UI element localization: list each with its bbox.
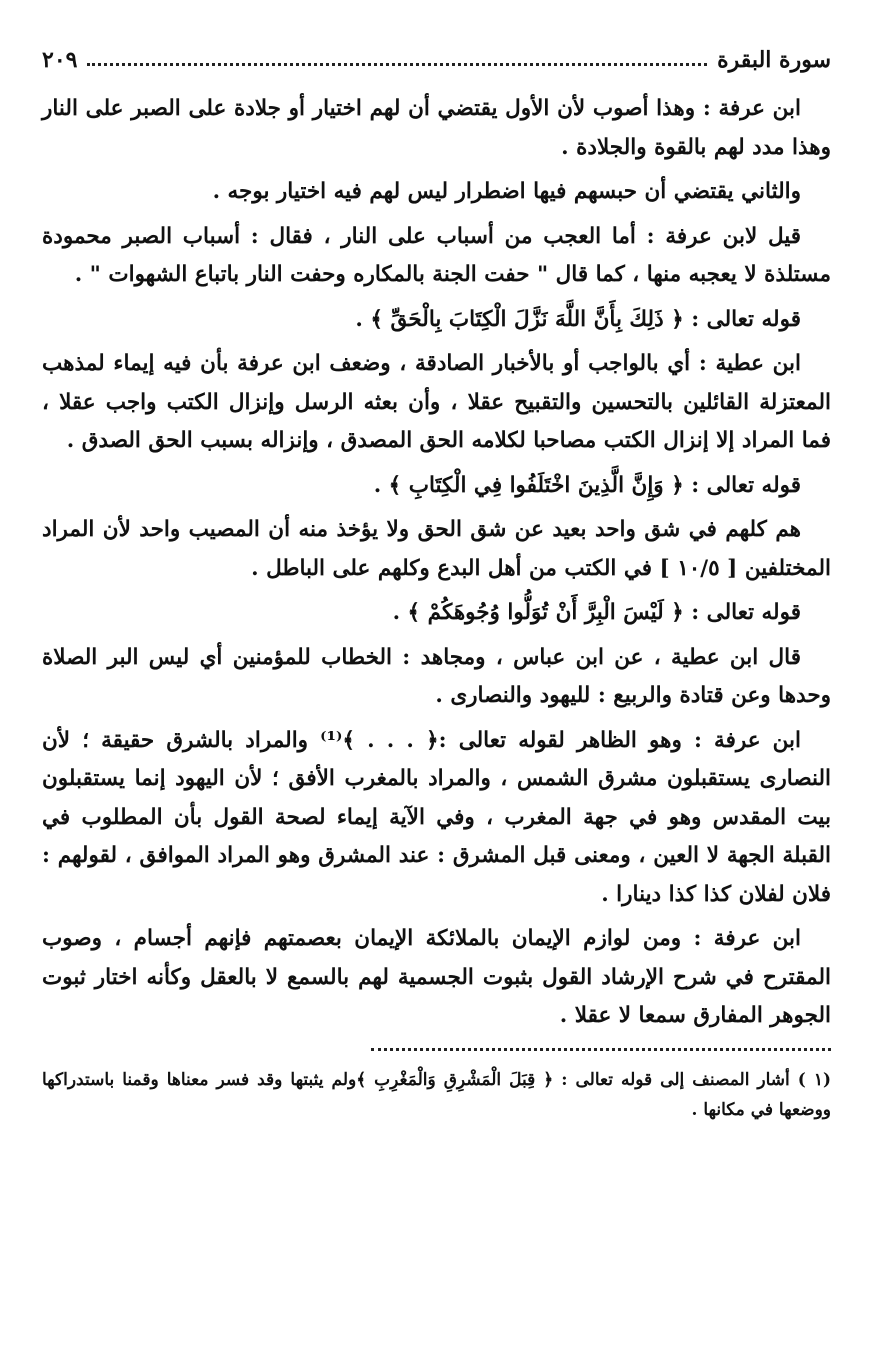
- paragraph: والثاني يقتضي أن حبسهم فيها اضطرار ليس لهم فيه اختيار بوجه .: [212, 179, 801, 204]
- paragraph: هم كلهم في شق واحد بعيد عن شق الحق ولا يؤخذ منه أن المصيب واحد لأن المراد المختلفين [ ١٠/٥ ] في الكتب من أهل البدع وكلهم على الباطل .: [42, 517, 831, 581]
- verse-paragraph: قوله تعالى : ﴿ لَيْسَ الْبِرَّ أَنْ تُوَلُّوا وُجُوهَكُمْ ﴾ .: [392, 600, 801, 625]
- main-text: [42, 90, 831, 1036]
- paragraph: قال ابن عطية ، عن ابن عباس ، ومجاهد : الخطاب للمؤمنين أي ليس البر الصلاة وحدها وعن قتادة والربيع : لليهود والنصارى .: [42, 644, 831, 708]
- paragraph: قيل لابن عرفة : أما العجب من أسباب على النار ، فقال : أسباب الصبر محمودة مستلذة لا يعجبه منها ، كما قال " حفت الجنة بالمكاره وحفت النار باتباع الشهوات " .: [42, 223, 831, 287]
- footnote-text: (١ ) أشار المصنف إلى قوله تعالى : ﴿ قِبَلَ الْمَشْرِقِ وَالْمَغْرِبِ ﴾ولم يثبتها وقد فسر معناها وقمنا باستدراكها ووضعها في مكانها .: [42, 1069, 831, 1120]
- footnote-separator: [371, 1048, 831, 1051]
- paragraph: ابن عرفة : وهذا أصوب لأن الأول يقتضي أن لهم اختيار أو جلادة على الصبر على النار وهذا مدد لهم بالقوة والجلادة .: [42, 96, 831, 160]
- verse-paragraph: قوله تعالى : ﴿ ذَلِكَ بِأَنَّ اللَّهَ نَزَّلَ الْكِتَابَ بِالْحَقِّ ﴾ .: [355, 306, 801, 332]
- paragraph: ابن عرفة : وهو الظاهر لقوله تعالى :﴿ . . . ﴾⁽¹⁾ والمراد بالشرق حقيقة ؛ لأن النصارى يستقبلون مشرق الشمس ، والمراد بالمغرب الأفق ؛ لأن اليهود إنما يستقبلون بيت المقدس وهو في جهة المغرب ، وفي الآية إيماء لصحة القول بأن المطلوب في القبلة الجهة لا العين ، ومعنى قبل المشرق : عند المشرق وهو المراد الموافق ، لقولهم : فلان لفلان كذا كذا دينارا .: [42, 727, 831, 907]
- surah-title: سورة البقرة: [717, 47, 831, 73]
- verse-paragraph: قوله تعالى : ﴿ وَإِنَّ الَّذِينَ اخْتَلَفُوا فِي الْكِتَابِ ﴾ .: [373, 472, 801, 498]
- page-number: ٢٠٩: [42, 47, 78, 73]
- footnote: [42, 1065, 831, 1125]
- page-header: [42, 40, 831, 80]
- paragraph: ابن عرفة : ومن لوازم الإيمان بالملائكة الإيمان بعصمتهم فإنهم أجسام ، وصوب المقترح في شرح الإرشاد القول بثبوت الجسمية لهم بالسمع لا بالعقل وكأنه اختار ثبوت الجوهر المفارق سمعا لا عقلا .: [42, 926, 831, 1028]
- paragraph: ابن عطية : أي بالواجب أو بالأخبار الصادقة ، وضعف ابن عرفة بأن فيه إيماء لمذهب المعتزلة القائلين بالتحسين والتقبيح عقلا ، وأن بعثه الرسل وإنزال الكتب واجب عقلا ، فما المراد إلا إنزال الكتب مصاحبا لكلامه الحق المصدق ، وإنزاله بسبب الحق الصدق .: [42, 351, 831, 453]
- header-dotted-rule: [87, 63, 707, 66]
